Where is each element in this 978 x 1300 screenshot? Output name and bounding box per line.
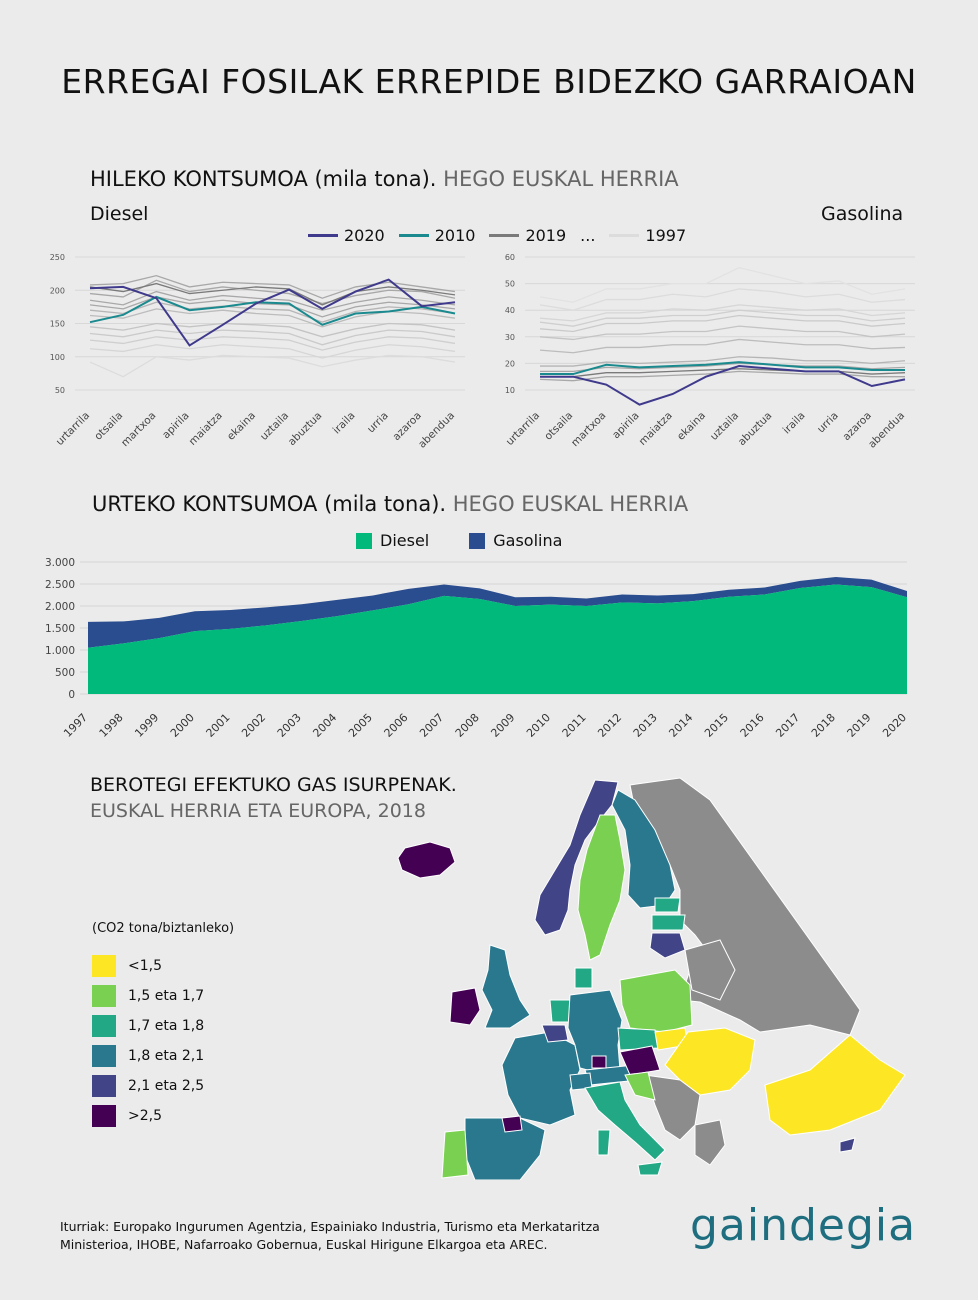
- annual-section-title: [92, 492, 688, 516]
- legend-item-gasolina: [469, 531, 562, 550]
- x-tick-label: apirila: [160, 409, 192, 442]
- sources-line-2: Ministerioa, IHOBE, Nafarroako Gobernua, Euskal Hirigune Elkargoa eta AREC.: [60, 1237, 548, 1252]
- legend-item-1997: [609, 226, 686, 245]
- series-line: [540, 326, 905, 339]
- x-tick-label: 1999: [132, 710, 162, 740]
- monthly-legend: [308, 226, 686, 245]
- gasoline-monthly-chart: [490, 245, 930, 475]
- x-tick-label: 1997: [61, 710, 91, 740]
- legend-label: 2010: [434, 226, 476, 245]
- legend-item-ellipsis: [580, 226, 595, 245]
- map-region-greece: [695, 1120, 725, 1165]
- x-tick-label: abendua: [416, 409, 458, 451]
- legend-swatch: [609, 234, 639, 237]
- x-tick-label: 2017: [773, 710, 803, 740]
- x-tick-label: iraila: [780, 409, 808, 437]
- y-tick-label: 500: [54, 667, 75, 679]
- x-tick-label: maiatza: [186, 409, 225, 448]
- legend-item-2020: [308, 226, 385, 245]
- x-tick-label: uztaila: [707, 409, 742, 443]
- europe-map: [380, 770, 920, 1180]
- x-tick-label: urria: [364, 409, 391, 436]
- legend-item-2010: [399, 226, 476, 245]
- legend-item-2019: [489, 226, 566, 245]
- map-region-denmark: [575, 968, 592, 988]
- map-region-lithuania: [650, 933, 685, 958]
- series-line-1997: [90, 355, 455, 376]
- map-legend-item: [92, 951, 204, 981]
- map-title-main: BEROTEGI EFEKTUKO GAS ISURPENAK.: [90, 774, 457, 796]
- map-legend-item: [92, 981, 204, 1011]
- x-tick-label: 2010: [524, 710, 554, 740]
- map-legend-title: (CO2 tona/biztanleko): [92, 921, 235, 936]
- map-region-ireland: [450, 988, 480, 1025]
- legend-label: 2020: [344, 226, 385, 245]
- y-tick-label: 0: [68, 689, 75, 701]
- map-region-france: [502, 1032, 580, 1125]
- legend-swatch: [489, 234, 519, 237]
- map-legend-item: [92, 1101, 204, 1131]
- x-tick-label: 2009: [488, 710, 518, 740]
- legend-label: <1,5: [128, 958, 162, 974]
- legend-label: 2,1 eta 2,5: [128, 1078, 205, 1094]
- legend-swatch: [399, 234, 429, 237]
- y-tick-label: 50: [54, 386, 65, 395]
- legend-swatch: [356, 533, 372, 549]
- map-region-sardinia: [598, 1130, 610, 1155]
- x-tick-label: 2014: [666, 710, 696, 740]
- annual-area-chart: [30, 552, 930, 747]
- y-tick-label: 200: [49, 286, 65, 296]
- map-legend-item: [92, 1041, 204, 1071]
- legend-swatch: [92, 985, 116, 1007]
- x-tick-label: 2007: [417, 710, 447, 740]
- x-tick-label: martxoa: [118, 409, 159, 450]
- x-tick-label: 1998: [96, 710, 126, 740]
- gasoline-panel-label: Gasolina: [821, 203, 904, 225]
- map-title-sub: EUSKAL HERRIA ETA EUROPA, 2018: [90, 800, 426, 822]
- x-tick-label: uztaila: [257, 409, 292, 443]
- legend-label: >2,5: [128, 1108, 162, 1124]
- annual-title-main: URTEKO KONTSUMOA (mila tona).: [92, 492, 447, 516]
- x-tick-label: urria: [814, 409, 841, 436]
- map-region-poland: [620, 970, 692, 1032]
- annual-title-sub: HEGO EUSKAL HERRIA: [452, 492, 689, 516]
- legend-swatch: [92, 1015, 116, 1037]
- map-region-iceland: [398, 842, 455, 878]
- y-tick-label: 60: [504, 253, 515, 262]
- map-legend-item: [92, 1071, 204, 1101]
- gaindegia-logo: gaindegia: [690, 1200, 917, 1251]
- x-tick-label: 2001: [203, 710, 233, 740]
- legend-swatch: [92, 1075, 116, 1097]
- page-title: ERREGAI FOSILAK ERREPIDE BIDEZKO GARRAIOAN: [61, 62, 917, 101]
- y-tick-label: 50: [504, 279, 515, 289]
- y-tick-label: 20: [504, 359, 515, 369]
- sources-line-1: Iturriak: Europako Ingurumen Agentzia, Espainiako Industria, Turismo eta Merkataritza: [60, 1219, 600, 1234]
- x-tick-label: maiatza: [636, 409, 675, 448]
- map-region-portugal: [442, 1130, 468, 1178]
- x-tick-label: abuztua: [285, 409, 325, 449]
- y-tick-label: 3.000: [44, 557, 75, 569]
- x-tick-label: 2020: [880, 710, 910, 740]
- y-tick-label: 1.500: [44, 623, 75, 635]
- x-tick-label: azaroa: [390, 409, 424, 444]
- legend-label: ...: [580, 226, 596, 245]
- series-line: [540, 339, 905, 352]
- legend-label: Gasolina: [493, 531, 563, 550]
- map-region-estonia: [655, 898, 680, 912]
- x-tick-label: 2006: [381, 710, 411, 740]
- monthly-title-sub: HEGO EUSKAL HERRIA: [443, 167, 679, 191]
- x-tick-label: 2000: [167, 710, 197, 740]
- x-tick-label: ekaina: [674, 409, 709, 443]
- map-legend: [92, 951, 204, 1131]
- x-tick-label: 2015: [702, 710, 732, 740]
- diesel-monthly-chart: [40, 245, 480, 475]
- x-tick-label: iraila: [330, 409, 358, 437]
- legend-swatch: [469, 533, 485, 549]
- legend-swatch: [92, 955, 116, 977]
- legend-item-diesel: [356, 531, 429, 550]
- y-tick-label: 250: [49, 253, 65, 262]
- legend-label: 1997: [645, 226, 687, 245]
- legend-label: 2019: [525, 226, 567, 245]
- x-tick-label: otsaila: [542, 409, 576, 443]
- map-region-uk: [482, 945, 530, 1028]
- y-tick-label: 10: [504, 386, 515, 395]
- x-tick-label: ekaina: [224, 409, 259, 443]
- x-tick-label: 2004: [310, 710, 340, 740]
- legend-label: Diesel: [380, 531, 430, 550]
- x-tick-label: martxoa: [568, 409, 609, 450]
- legend-swatch: [92, 1045, 116, 1067]
- monthly-title-main: HILEKO KONTSUMOA (mila tona).: [90, 167, 437, 191]
- x-tick-label: 2019: [844, 710, 874, 740]
- x-tick-label: 2003: [274, 710, 304, 740]
- x-tick-label: 2002: [239, 710, 269, 740]
- map-region-sicily: [638, 1162, 662, 1175]
- x-tick-label: abuztua: [735, 409, 775, 449]
- map-region-netherlands: [550, 1000, 570, 1022]
- sources-text: [60, 1218, 600, 1254]
- x-tick-label: urtarrila: [53, 409, 93, 448]
- map-region-luxembourg: [592, 1056, 606, 1068]
- x-tick-label: 2011: [559, 710, 589, 740]
- diesel-panel-label: Diesel: [90, 203, 149, 225]
- y-tick-label: 2.000: [44, 601, 75, 613]
- y-tick-label: 100: [49, 352, 65, 362]
- legend-label: 1,8 eta 2,1: [128, 1048, 205, 1064]
- y-tick-label: 150: [49, 319, 65, 329]
- x-tick-label: urtarrila: [503, 409, 543, 448]
- x-tick-label: 2018: [808, 710, 838, 740]
- x-tick-label: otsaila: [92, 409, 126, 443]
- x-tick-label: 2008: [452, 710, 482, 740]
- map-region-euskal-herria: [502, 1116, 522, 1132]
- legend-swatch: [92, 1105, 116, 1127]
- x-tick-label: abendua: [866, 409, 908, 451]
- map-region-turkey: [765, 1035, 905, 1135]
- monthly-section-title: [90, 167, 679, 191]
- series-line: [90, 297, 455, 317]
- map-region-latvia: [652, 915, 685, 930]
- x-tick-label: azaroa: [840, 409, 874, 444]
- y-tick-label: 40: [504, 306, 515, 316]
- y-tick-label: 30: [504, 332, 515, 342]
- x-tick-label: 2016: [737, 710, 767, 740]
- map-legend-item: [92, 1011, 204, 1041]
- legend-label: 1,7 eta 1,8: [128, 1018, 205, 1034]
- x-tick-label: 2013: [630, 710, 660, 740]
- annual-legend: [356, 531, 562, 550]
- y-tick-label: 2.500: [44, 579, 75, 591]
- x-tick-label: 2005: [345, 710, 375, 740]
- y-tick-label: 1.000: [44, 645, 75, 657]
- legend-swatch: [308, 234, 338, 237]
- legend-label: 1,5 eta 1,7: [128, 988, 205, 1004]
- x-tick-label: apirila: [610, 409, 642, 442]
- x-tick-label: 2012: [595, 710, 625, 740]
- map-region-cyprus: [840, 1138, 855, 1152]
